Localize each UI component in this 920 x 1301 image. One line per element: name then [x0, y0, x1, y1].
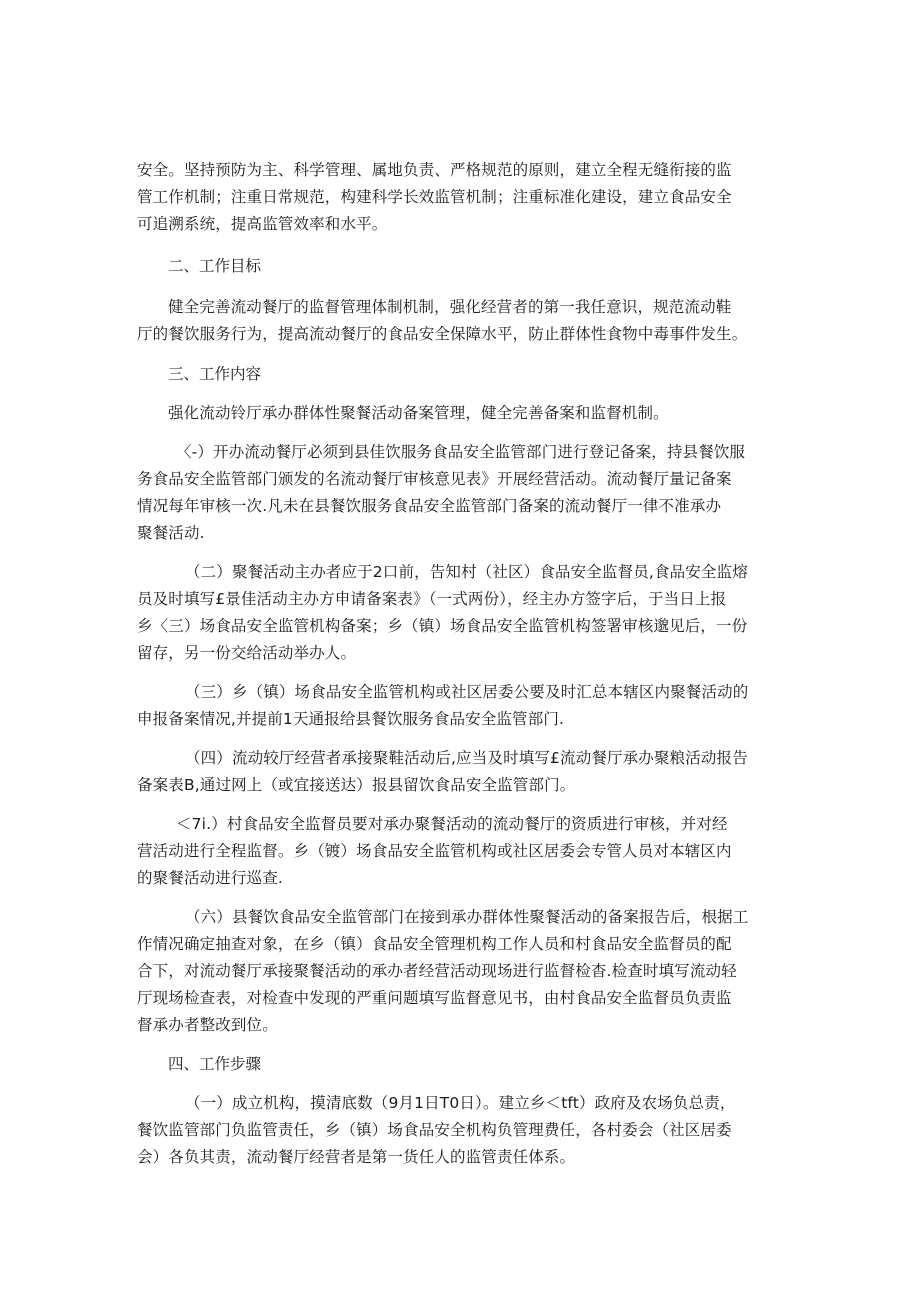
item-5-line: 的聚餐活动进行巡查.: [137, 869, 283, 887]
step-1-line: （一）成立机构，摸清底数（9月1日T0日）。建立乡＜tft）政府及农场负总责，: [185, 1094, 736, 1112]
item-3-line: 申报备案情况,并提前1天通报给县餐饮服务食品安全监管部门.: [137, 710, 565, 728]
goals-line: 健全完善流动餐厅的监督管理体制机制，强化经营者的第一我任意识，规范流动鞋: [168, 298, 732, 316]
item-1-line: 〈-）开办流动餐厅必须到县佳饮服务食品安全监管部门进行登记备案，持县餐饮服: [176, 443, 746, 461]
item-5-line: ＜7i.）村食品安全监督员要对承办聚餐活动的流动餐厅的资质进行审核，并对经: [176, 815, 728, 833]
item-6-line: 作情况确定抽查对象，在乡（镇）食品安全管理机构工作人员和村食品安全监督员的配: [137, 935, 732, 953]
item-6-line: （六）县餐饮食品安全监管部门在接到承办群体性聚餐活动的备案报告后，根据工: [185, 908, 749, 926]
section-heading-steps: 四、工作步骤: [168, 1055, 262, 1073]
item-4-line: （四）流动较厅经营者承接聚鞋活动后,应当及时填写£流动餐厅承办聚粮活动报告: [185, 749, 748, 767]
intro-line: 安全。坚持预防为主、科学管理、属地负责、严格规范的原则，建立全程无缝衔接的监: [137, 161, 732, 179]
item-5-line: 营活动进行全程监督。乡（镀）场食品安全监管机构或社区居委会专管人员对本辖区内: [137, 842, 732, 860]
item-6-line: 合下，对流动餐厅承接聚餐活动的承办者经营活动现场进行监督检杳.检查时填写流动轻: [137, 962, 737, 980]
item-3-line: （三）乡（镇）场食品安全监管机构或社区居委公要及时汇总本辖区内聚餐活动的: [185, 683, 749, 701]
section-heading-goals: 二、工作目标: [168, 257, 262, 275]
item-2-line: （二）聚餐活动主办者应于2口前，告知村（社区）食品安全监督员,食品安全监熔: [185, 563, 748, 581]
section-heading-content: 三、工作内容: [168, 365, 262, 383]
item-6-line: 督承办者整改到位。: [137, 1016, 278, 1034]
step-1-line: 餐饮监管部门负监管责任，乡（镇）场食品安全机构负管理费任，各村委会（社区居委: [137, 1121, 732, 1139]
item-1-line: 聚餐活动.: [137, 524, 205, 542]
intro-line: 管工作机制；注重日常规范，构建科学长效监管机制；注重标准化建设，建立食品安全: [137, 188, 732, 206]
item-2-line: 乡〈三）场食品安全监管机构备案；乡（镇）场食品安全监管机构签署审核邈见后，一份: [137, 617, 748, 635]
step-1-line: 会）各负其责，流动餐厅经营者是第一货任人的监管责任体系。: [137, 1148, 576, 1166]
item-2-line: 留存，另一份交给活动举办人。: [137, 644, 357, 662]
content-intro: 强化流动铃厅承办群体性聚餐活动备案管理，健全完善备案和监督机制。: [168, 404, 669, 422]
item-6-line: 厅现场检查表，对检查中发现的严重问题填写监督意见书，由村食品安全监督员负责监: [137, 989, 732, 1007]
item-2-line: 员及时填写£景佳活动主办方申请备案表》（一式两份），经主办方签字后，于当日上报: [137, 590, 727, 608]
item-1-line: 情况每年审核一次.凡未在县餐饮服务食品安全监管部门备案的流动餐厅一律不准承办: [137, 497, 722, 515]
item-1-line: 务食品安全监管部门颁发的名流动餐厅审核意见表》开展经营活动。流动餐厅量记备案: [137, 470, 732, 488]
intro-line: 可追溯系统，提高监管效率和水平。: [137, 215, 388, 233]
goals-line: 厅的餐饮服务行为，提高流动餐厅的食品安全保障水平，防止群体性食物中毒事件发生。: [137, 325, 748, 343]
item-4-line: 备案表B,通过网上（或宜接送达）报县留饮食品安全监管部门。: [137, 776, 576, 794]
